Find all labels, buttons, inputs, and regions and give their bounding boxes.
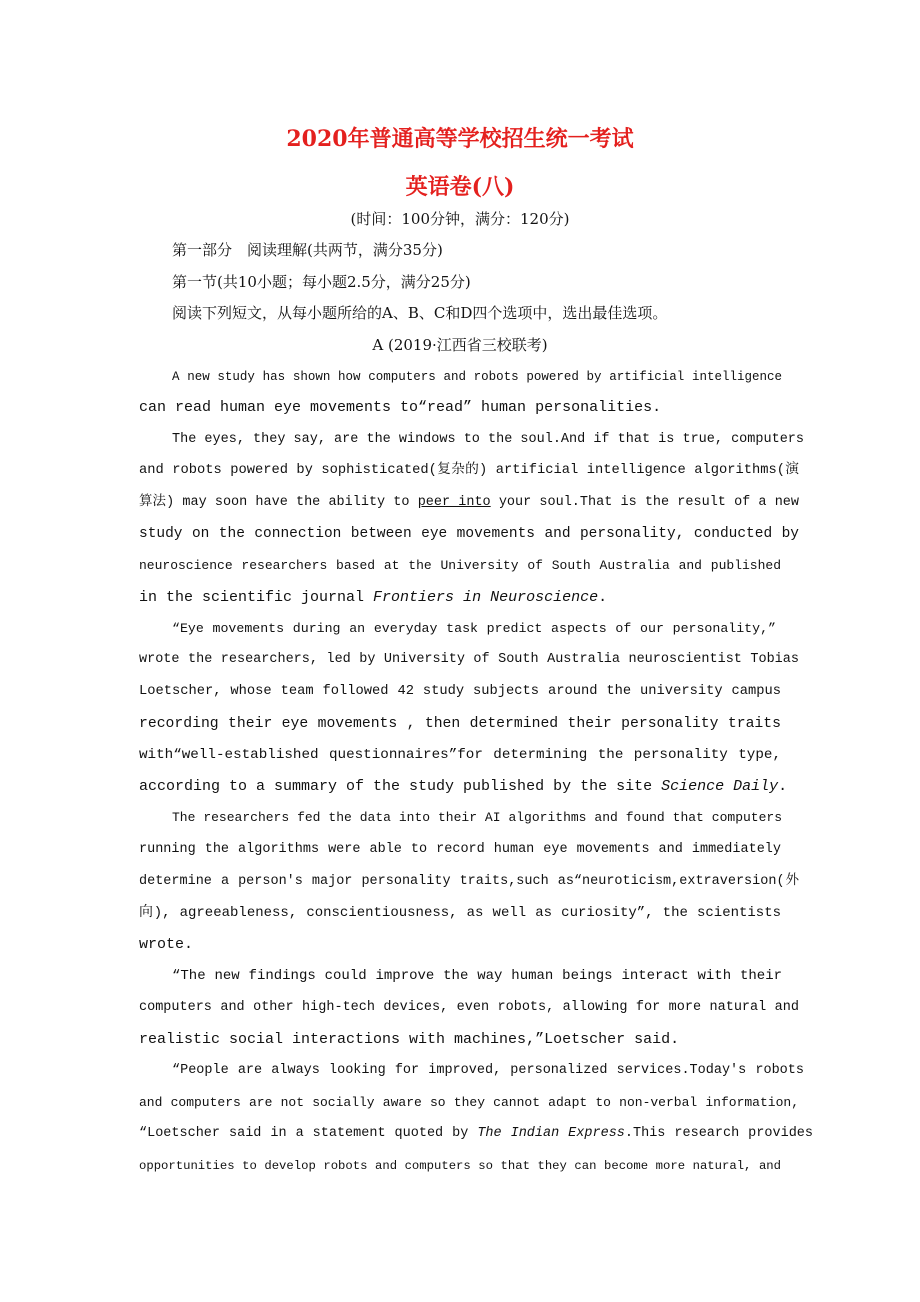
p6-line2: and computers are not socially aware so they cannot adapt to non-verbal information, bbox=[139, 1095, 799, 1110]
p3-line2: wrote the researchers, led by University of South Australia neuroscientist Tobias bbox=[139, 652, 799, 667]
site-title: Science Daily bbox=[661, 778, 779, 795]
exam-title: 2020年普通高等学校招生统一考试 bbox=[286, 126, 634, 152]
p6-line4: opportunities to develop robots and computers so that they can become more natural, and bbox=[139, 1159, 781, 1173]
p2-line6: in the scientific journal Frontiers in Neuroscience. bbox=[139, 589, 608, 606]
p1-line1: A new study has shown how computers and robots powered by artificial intelligence bbox=[172, 370, 782, 384]
p4-line5: wrote. bbox=[139, 936, 194, 953]
p1-line2: can read human eye movements to“read” human personalities. bbox=[139, 399, 662, 416]
exam-subtitle: 英语卷(八) bbox=[405, 174, 515, 200]
p5-line2: computers and other high-tech devices, even robots, allowing for more natural and bbox=[139, 1000, 799, 1015]
p3-line5: with“well-established questionnaires”for determining the personality type, bbox=[139, 747, 781, 763]
p2-line5: neuroscience researchers based at the University of South Australia and published bbox=[139, 558, 781, 573]
time-info: (时间：100分钟，满分：120分) bbox=[350, 210, 570, 228]
p5-line3: realistic social interactions with machines,”Loetscher said. bbox=[139, 1031, 680, 1048]
p3-line3: Loetscher, whose team followed 42 study subjects around the university campus bbox=[139, 684, 781, 699]
newspaper-title: The Indian Express bbox=[477, 1126, 625, 1141]
p4-line3: determine a person's major personality traits,such as“neuroticism,extraversion(外 bbox=[139, 874, 799, 889]
passage-label: A (2019·江西省三校联考) bbox=[372, 336, 548, 354]
p2-line1: The eyes, they say, are the windows to the soul.And if that is true, computers bbox=[172, 432, 804, 447]
p4-line4: 向), agreeableness, conscientiousness, as well as curiosity”, the scientists bbox=[139, 905, 781, 921]
journal-title: Frontiers in Neuroscience bbox=[373, 589, 599, 606]
p2-line3: 算法) may soon have the ability to peer into your soul.That is the result of a new bbox=[139, 495, 799, 510]
p6-line3: “Loetscher said in a statement quoted by The Indian Express.This research provides bbox=[139, 1126, 813, 1141]
p3-line1: “Eye movements during an everyday task predict aspects of our personality,” bbox=[172, 621, 776, 636]
p4-line2: running the algorithms were able to record human eye movements and immediately bbox=[139, 842, 781, 857]
p4-line1: The researchers fed the data into their AI algorithms and found that computers bbox=[172, 810, 782, 825]
section-heading: 第一节(共10小题；每小题2.5分，满分25分) bbox=[172, 273, 471, 291]
p2-line2: and robots powered by sophisticated(复杂的) artificial intelligence algorithms(演 bbox=[139, 463, 799, 478]
p6-line1: “People are always looking for improved, personalized services.Today's robots bbox=[172, 1063, 804, 1078]
p5-line1: “The new findings could improve the way human beings interact with their bbox=[172, 968, 782, 984]
part-heading: 第一部分 阅读理解(共两节，满分35分) bbox=[172, 241, 443, 259]
p3-line6: according to a summary of the study published by the site Science Daily. bbox=[139, 778, 788, 795]
p3-line4: recording their eye movements , then determined their personality traits bbox=[139, 716, 781, 732]
peer-into-underlined: peer into bbox=[417, 495, 491, 510]
p2-line4: study on the connection between eye movements and personality, conducted by bbox=[139, 526, 799, 542]
directive-text: 阅读下列短文，从每小题所给的A、B、C和D四个选项中，选出最佳选项。 bbox=[172, 304, 668, 322]
